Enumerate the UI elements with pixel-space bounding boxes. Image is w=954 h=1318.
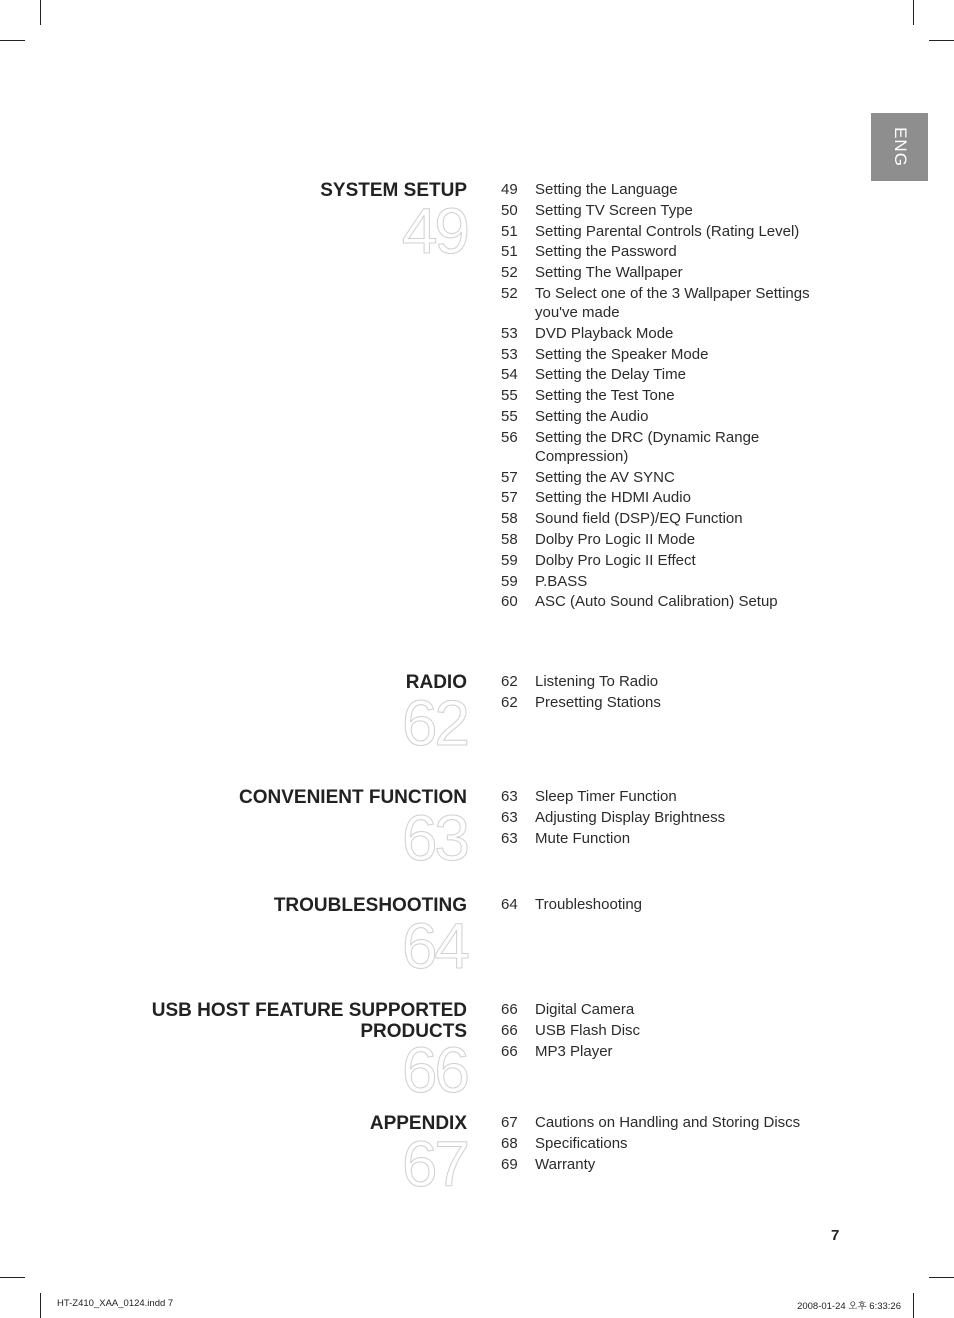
- entry-page: 55: [501, 387, 518, 405]
- toc-entry[interactable]: [501, 572, 841, 591]
- toc-entry[interactable]: [501, 1021, 841, 1040]
- toc-entry[interactable]: [501, 1042, 841, 1061]
- toc-entry[interactable]: [501, 1134, 841, 1153]
- section-heading-line1: USB HOST FEATURE SUPPORTED: [151, 1000, 467, 1021]
- toc-entry[interactable]: [501, 428, 841, 466]
- section-heading-line2: PRODUCTS: [360, 1021, 467, 1042]
- entry-title: Dolby Pro Logic II Effect: [535, 551, 696, 569]
- section-number: 66: [401, 1034, 467, 1106]
- entry-list: [501, 180, 841, 613]
- language-tab: [871, 113, 928, 181]
- entry-title: Setting the Password: [535, 243, 677, 261]
- section-heading: TROUBLESHOOTING: [273, 895, 467, 916]
- entry-title: Setting TV Screen Type: [535, 201, 693, 219]
- entry-title: Specifications: [535, 1134, 628, 1152]
- entry-page: 52: [501, 284, 518, 302]
- entry-list: [501, 1000, 841, 1062]
- toc-entry[interactable]: [501, 488, 841, 507]
- crop-mark: [0, 40, 25, 41]
- footer-file-info: HT-Z410_XAA_0124.indd 7: [57, 1298, 174, 1309]
- entry-page: 66: [501, 1001, 518, 1018]
- entry-page: 64: [501, 896, 518, 913]
- toc-entry[interactable]: [501, 201, 841, 220]
- entry-title: Setting the Test Tone: [535, 387, 675, 405]
- toc-entry[interactable]: [501, 1155, 841, 1174]
- crop-mark: [929, 1277, 954, 1278]
- entry-page: 58: [501, 510, 518, 528]
- toc-entry[interactable]: [501, 829, 841, 848]
- entry-title: Presetting Stations: [535, 693, 661, 711]
- toc-entry[interactable]: [501, 787, 841, 806]
- toc-entry[interactable]: [501, 895, 841, 914]
- entry-page: 60: [501, 593, 518, 611]
- entry-title: DVD Playback Mode: [535, 324, 674, 342]
- entry-title: Setting the DRC (Dynamic Range Compression): [535, 428, 760, 465]
- entry-title: ASC (Auto Sound Calibration) Setup: [535, 593, 778, 611]
- toc-entry[interactable]: [501, 1113, 841, 1132]
- entry-page: 54: [501, 366, 518, 384]
- language-tab-label: ENG: [890, 127, 910, 167]
- entry-page: 52: [501, 264, 518, 282]
- entry-page: 56: [501, 428, 518, 446]
- toc-entry[interactable]: [501, 222, 841, 241]
- entry-page: 69: [501, 1155, 518, 1173]
- entry-page: 63: [501, 829, 518, 847]
- entry-title: Setting the AV SYNC: [535, 468, 675, 486]
- entry-page: 63: [501, 808, 518, 826]
- entry-page: 53: [501, 345, 518, 363]
- entry-list: [501, 787, 841, 849]
- toc-entry[interactable]: [501, 407, 841, 426]
- entry-title: Adjusting Display Brightness: [535, 808, 726, 826]
- entry-title: Setting the Audio: [535, 407, 649, 425]
- entry-page: 59: [501, 572, 518, 590]
- toc-entry[interactable]: [501, 530, 841, 549]
- section-number: 63: [401, 802, 467, 874]
- section-number: 62: [401, 687, 467, 759]
- toc-entry[interactable]: [501, 386, 841, 405]
- toc-entry[interactable]: [501, 242, 841, 261]
- toc-entry[interactable]: [501, 365, 841, 384]
- toc-entry[interactable]: [501, 672, 841, 691]
- entry-page: 62: [501, 673, 518, 690]
- toc-entry[interactable]: [501, 284, 841, 322]
- toc-entry[interactable]: [501, 263, 841, 282]
- crop-mark: [40, 1293, 41, 1318]
- entry-title: Warranty: [535, 1155, 596, 1173]
- toc-entry[interactable]: [501, 180, 841, 199]
- toc-entry[interactable]: [501, 551, 841, 570]
- toc-entry[interactable]: [501, 808, 841, 827]
- toc-entry[interactable]: [501, 1000, 841, 1019]
- entry-title: Sound field (DSP)/EQ Function: [535, 510, 743, 528]
- entry-page: 51: [501, 243, 518, 261]
- entry-page: 49: [501, 181, 518, 198]
- toc-entry[interactable]: [501, 509, 841, 528]
- section-number: 64: [401, 910, 467, 982]
- entry-title: USB Flash Disc: [535, 1021, 641, 1039]
- crop-mark: [929, 40, 954, 41]
- toc-entry[interactable]: [501, 468, 841, 487]
- entry-title: Troubleshooting: [535, 896, 643, 913]
- entry-page: 57: [501, 489, 518, 507]
- entry-title: Setting The Wallpaper: [535, 264, 683, 282]
- entry-list: [501, 895, 841, 916]
- entry-title: P.BASS: [535, 572, 588, 590]
- crop-mark: [913, 1293, 914, 1318]
- entry-title: Listening To Radio: [535, 673, 659, 690]
- entry-page: 51: [501, 222, 518, 240]
- entry-page: 53: [501, 324, 518, 342]
- entry-title: Setting Parental Controls (Rating Level): [535, 222, 800, 240]
- section-number: 67: [401, 1128, 467, 1200]
- entry-page: 55: [501, 407, 518, 425]
- entry-page: 63: [501, 788, 518, 805]
- entry-page: 66: [501, 1042, 518, 1060]
- entry-title: Setting the Language: [535, 181, 678, 198]
- entry-page: 66: [501, 1021, 518, 1039]
- toc-entry[interactable]: [501, 345, 841, 364]
- entry-title: Dolby Pro Logic II Mode: [535, 530, 696, 548]
- crop-mark: [40, 0, 41, 25]
- entry-page: 57: [501, 468, 518, 486]
- entry-title: Mute Function: [535, 829, 631, 847]
- entry-title: Cautions on Handling and Storing Discs: [535, 1114, 801, 1131]
- toc-entry[interactable]: [501, 324, 841, 343]
- section-number: 49: [401, 195, 467, 267]
- entry-title: MP3 Player: [535, 1042, 613, 1060]
- entry-page: 62: [501, 693, 518, 711]
- entry-page: 59: [501, 551, 518, 569]
- section-heading: RADIO: [405, 672, 467, 693]
- entry-page: 68: [501, 1134, 518, 1152]
- entry-title: To Select one of the 3 Wallpaper Settings you've made: [535, 284, 810, 321]
- entry-list: [501, 1113, 841, 1175]
- toc-entry[interactable]: [501, 592, 841, 611]
- entry-title: Setting the HDMI Audio: [535, 489, 691, 507]
- section-heading: SYSTEM SETUP: [320, 180, 467, 201]
- entry-title: Setting the Speaker Mode: [535, 345, 709, 363]
- entry-title: Digital Camera: [535, 1001, 635, 1018]
- crop-mark: [913, 0, 914, 25]
- entry-page: 67: [501, 1114, 518, 1131]
- entry-title: Sleep Timer Function: [535, 788, 677, 805]
- entry-list: [501, 672, 841, 714]
- section-heading: APPENDIX: [369, 1113, 467, 1134]
- entry-page: 58: [501, 530, 518, 548]
- entry-page: 50: [501, 201, 518, 219]
- entry-title: Setting the Delay Time: [535, 366, 686, 384]
- toc-entry[interactable]: [501, 693, 841, 712]
- page-number: 7: [831, 1227, 840, 1244]
- crop-mark: [0, 1277, 25, 1278]
- footer-timestamp: 2008-01-24 오후 6:33:26: [797, 1301, 901, 1312]
- section-heading: CONVENIENT FUNCTION: [239, 787, 467, 808]
